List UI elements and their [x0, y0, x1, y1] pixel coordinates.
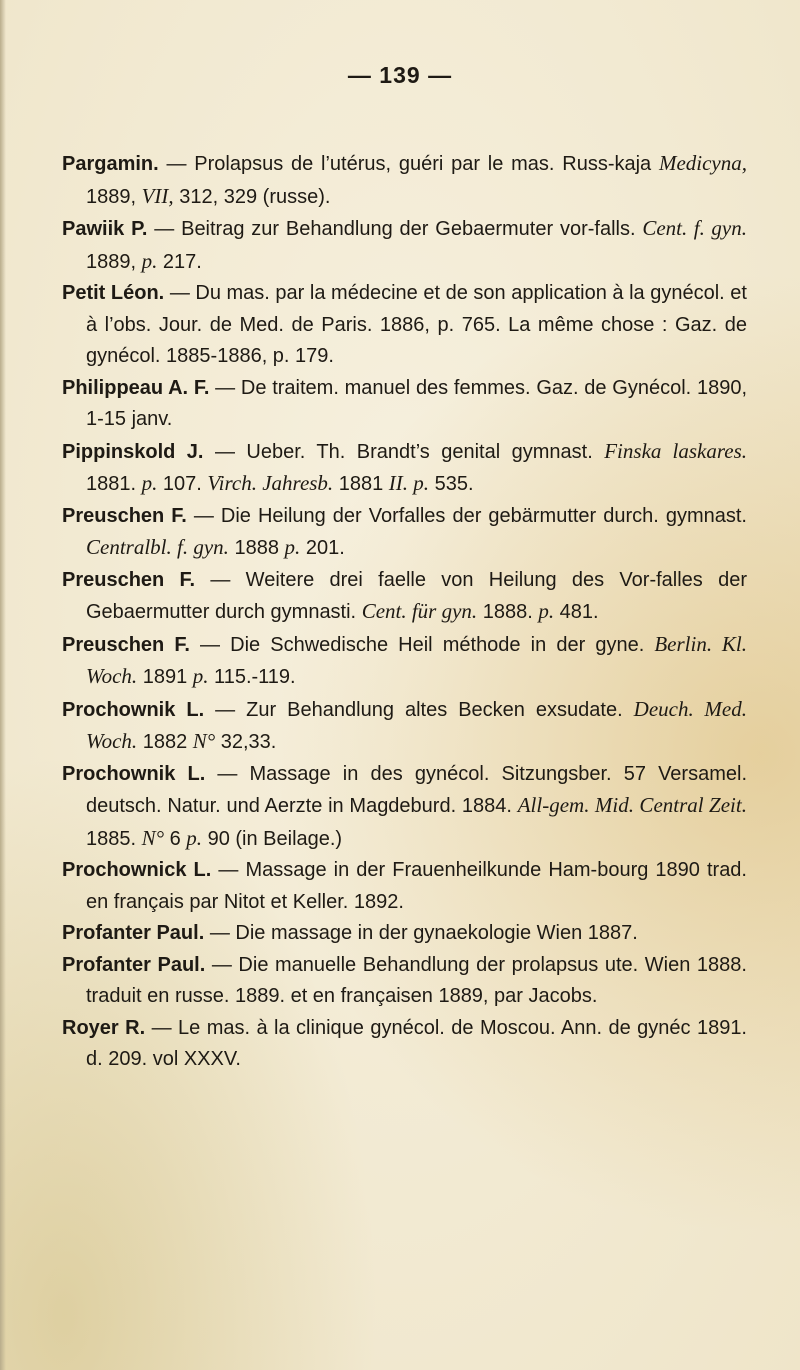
entry-text: 1882 — [137, 731, 193, 753]
entry-text: 107. — [157, 473, 208, 495]
entry-journal-text: Centralbl. f. gyn. — [86, 535, 229, 559]
entry-author: Pargamin. — [62, 153, 159, 175]
entry-author: Profanter Paul. — [62, 922, 205, 944]
entry-journal-text: VII, — [141, 183, 174, 208]
entry-journal-text: p. — [141, 471, 158, 495]
entry-text: — Prolapsus de l’utérus, guéri par le mas. Russ-kaja — [158, 153, 659, 175]
entry-author: Pippinskold J. — [62, 440, 204, 463]
entry-journal-text: Finska laskares. — [604, 438, 748, 463]
bibliography-entry — [62, 950, 747, 1013]
entry-journal-text: II. p. — [388, 471, 430, 495]
entry-text: 481. — [554, 601, 599, 623]
entry-text: — Die manuelle Behandlung der prolapsus ute. Wien 1888. traduit en russe. 1889. et en françaisen 1889, par Jacobs. — [86, 953, 747, 1007]
entry-author: Prochownik L. — [62, 762, 206, 785]
entry-journal-text: Medicyna, — [658, 151, 747, 175]
entry-journal-text: All-gem. Mid. Central Zeit. — [517, 793, 747, 817]
entry-journal-text: N° — [141, 825, 165, 850]
entry-text: — Beitrag zur Behandlung der Gebaermuter vor-falls. — [147, 218, 643, 240]
entry-text: 1891 — [137, 666, 193, 688]
entry-text: — Ueber. Th. Brandt’s genital gymnast. — [203, 440, 605, 463]
entry-text: 1881 — [333, 473, 389, 495]
entry-text: — Le mas. à la clinique gynécol. de Moscou. Ann. de gynéc 1891. d. 209. vol XXXV. — [86, 1016, 747, 1070]
entry-journal-text: N° — [192, 729, 216, 753]
entry-author: Petit Léon. — [62, 282, 165, 304]
entry-text: 32,33. — [215, 731, 277, 753]
entry-journal-text: p. — [192, 664, 209, 688]
entry-text: 312, 329 (russe). — [173, 185, 331, 208]
entry-author: Royer R. — [62, 1016, 146, 1039]
bibliography-entry — [62, 759, 747, 856]
bibliography-list — [62, 148, 747, 1076]
entry-text: 201. — [300, 537, 345, 559]
entry-text: 115.-119. — [208, 666, 296, 688]
bibliography-entry — [62, 694, 747, 759]
bibliography-entry — [62, 501, 747, 565]
entry-author: Preuschen F. — [62, 633, 190, 656]
entry-text: — Die Schwedische Heil méthode in der gyne. — [189, 633, 655, 656]
entry-text: 90 (in Beilage.) — [202, 827, 343, 850]
bibliography-entry — [62, 855, 747, 918]
page-number: — 139 — — [347, 62, 453, 88]
entry-text: — Weitere drei faelle von Heilung des Vor-falles der Gebaermutter durch gymnasti. — [86, 568, 747, 623]
entry-text: — De traitem. manuel des femmes. Gaz. de Gynécol. 1890, 1-15 janv. — [86, 376, 747, 430]
entry-journal-text: p. — [141, 248, 158, 273]
bibliography-entry — [62, 213, 747, 278]
entry-text: 217. — [157, 250, 202, 273]
entry-author: Prochownick L. — [62, 859, 212, 881]
entry-journal-text: Deuch. Med. Woch. — [86, 696, 747, 753]
bibliography-entry — [62, 148, 747, 213]
entry-author: Philippeau A. F. — [62, 376, 210, 399]
entry-text: 1889, — [86, 250, 142, 273]
entry-journal-text: Virch. Jahresb. — [207, 471, 334, 495]
bibliography-entry — [62, 278, 747, 373]
entry-journal-text: p. — [538, 599, 555, 623]
entry-journal-text: p. — [284, 535, 301, 559]
entry-author: Preuschen F. — [62, 504, 187, 527]
bibliography-entry — [62, 565, 747, 629]
entry-text: 535. — [429, 473, 474, 495]
bibliography-entry — [62, 918, 747, 950]
entry-journal-text: Berlin. Kl. Woch. — [86, 631, 747, 688]
page-binding-edge — [0, 0, 6, 1370]
entry-text: 6 — [164, 827, 187, 850]
bibliography-entry — [62, 436, 747, 501]
entry-author: Preuschen F. — [62, 568, 196, 591]
entry-author: Prochownik L. — [62, 698, 205, 721]
entry-text: — Zur Behandlung altes Becken exsudate. — [204, 698, 634, 721]
entry-author: Profanter Paul. — [62, 953, 206, 976]
entry-text: — Die Heilung der Vorfalles der gebärmutter durch. gymnast. — [186, 504, 747, 527]
entry-text: — Massage in des gynécol. Sitzungsber. 57 Versamel. deutsch. Natur. und Aerzte in Magdeburd. 1884. — [86, 762, 747, 817]
entry-journal-text: Cent. f. gyn. — [642, 216, 747, 240]
bibliography-entry — [62, 373, 747, 436]
entry-text: — Du mas. par la médecine et de son application à la gynécol. et à l’obs. Jour. de Med. de Paris. 1886, p. 765. La même chose : Gaz. de gynécol. 1885-1886, p. 179. — [86, 282, 747, 367]
entry-journal-text: Cent. für gyn. — [361, 599, 478, 623]
bibliography-entry — [62, 1013, 747, 1076]
entry-text: — Massage in der Frauenheilkunde Ham-bourg 1890 trad. en français par Nitot et Keller. 1892. — [86, 859, 747, 913]
entry-author: Pawiik P. — [62, 218, 148, 240]
entry-text: — Die massage in der gynaekologie Wien 1887. — [204, 922, 638, 944]
entry-text: 1888. — [477, 601, 539, 623]
entry-journal-text: p. — [186, 825, 203, 850]
entry-text: 1881. — [86, 473, 142, 495]
entry-text: 1885. — [86, 827, 142, 850]
entry-text: 1889, — [86, 185, 142, 208]
bibliography-entry — [62, 629, 747, 694]
entry-text: 1888 — [228, 537, 285, 559]
